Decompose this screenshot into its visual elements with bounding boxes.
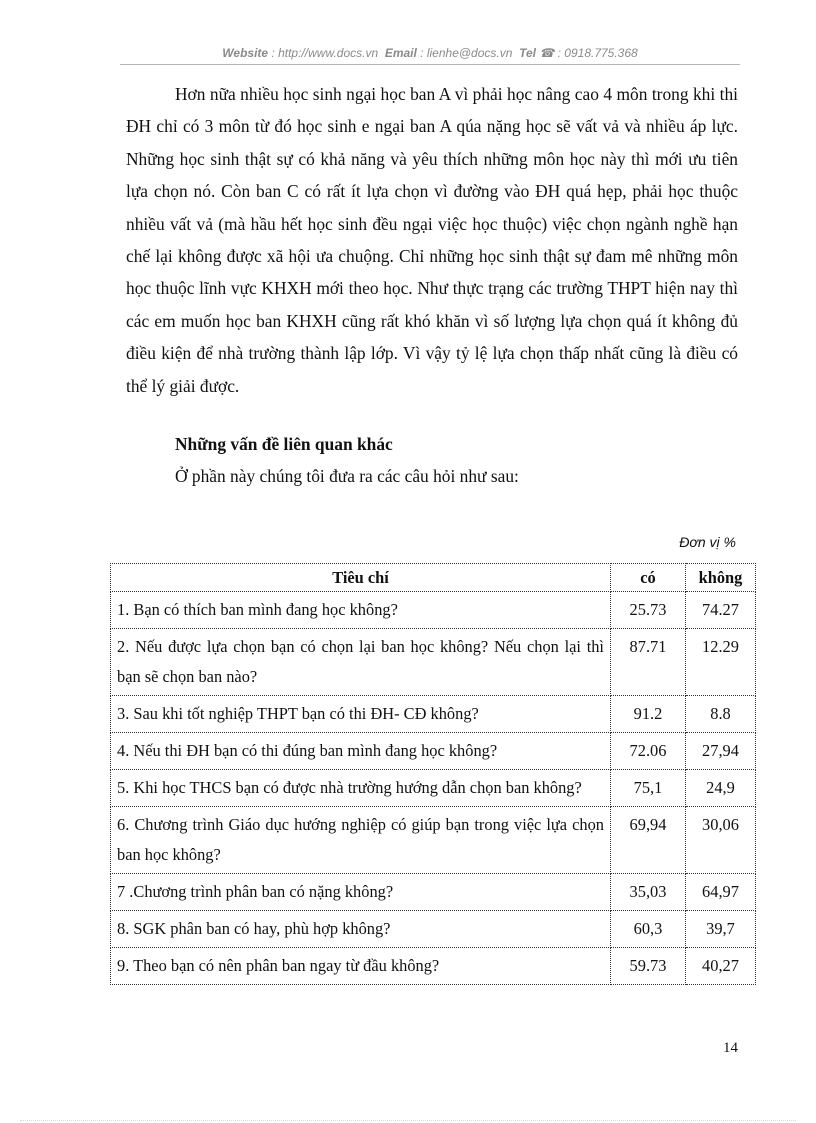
page-header	[120, 46, 740, 60]
cell-no: 8.8	[686, 696, 756, 733]
section-subheading: Những vấn đề liên quan khác	[175, 434, 393, 454]
cell-criteria: 8. SGK phân ban có hay, phù hợp không?	[111, 911, 611, 948]
table-row	[111, 733, 756, 770]
cell-criteria: 7 .Chương trình phân ban có nặng không?	[111, 874, 611, 911]
tel-label: Tel	[519, 46, 536, 60]
cell-yes: 60,3	[611, 911, 686, 948]
cell-no: 27,94	[686, 733, 756, 770]
table-row	[111, 696, 756, 733]
cell-criteria: 3. Sau khi tốt nghiệp THPT bạn có thi ĐH- CĐ không?	[111, 696, 611, 733]
cell-criteria: 4. Nếu thi ĐH bạn có thi đúng ban mình đang học không?	[111, 733, 611, 770]
website-value: : http://www.docs.vn	[271, 46, 379, 60]
cell-no: 30,06	[686, 807, 756, 874]
page-number: 14	[723, 1040, 738, 1056]
cell-yes: 87.71	[611, 629, 686, 696]
cell-criteria: 2. Nếu được lựa chọn bạn có chọn lại ban học không? Nếu chọn lại thì bạn sẽ chọn ban nào?	[111, 629, 611, 696]
cell-no: 40,27	[686, 948, 756, 985]
table-row	[111, 948, 756, 985]
cell-criteria: 6. Chương trình Giáo dục hướng nghiệp có giúp bạn trong việc lựa chọn ban học không?	[111, 807, 611, 874]
cell-criteria: 9. Theo bạn có nên phân ban ngay từ đầu không?	[111, 948, 611, 985]
table-row	[111, 874, 756, 911]
table-row	[111, 770, 756, 807]
cell-yes: 75,1	[611, 770, 686, 807]
cell-no: 64,97	[686, 874, 756, 911]
header-criteria: Tiêu chí	[111, 564, 611, 592]
table-row	[111, 807, 756, 874]
cell-yes: 72.06	[611, 733, 686, 770]
website-label: Website	[222, 46, 269, 60]
footer-divider	[20, 1120, 796, 1121]
cell-yes: 91.2	[611, 696, 686, 733]
email-value: : lienhe@docs.vn	[420, 46, 513, 60]
body-paragraph-1: Hơn nữa nhiều học sinh ngại học ban A vì phải học nâng cao 4 môn trong khi thi ĐH chỉ có 3 môn từ đó học sinh e ngại ban A qúa nặng học sẽ vất vả và nhiều áp lực. Những học sinh thật sự có khả năng và yêu thích những môn học này thì mới ưu tiên lựa chọn nó. Còn ban C có rất ít lựa chọn vì đường vào ĐH quá hẹp, phải học thuộc nhiều vất vả (mà hầu hết học sinh đều ngại việc học thuộc) việc chọn ngành nghề hạn chế lại không được xã hội ưa chuộng. Chỉ những học sinh thật sự đam mê những môn học thuộc lĩnh vực KHXH mới theo học. Như thực trạng các trường THPT hiện nay thì các em muốn học ban KHXH cũng rất khó khăn vì số lượng lựa chọn quá ít không đủ điều kiện để nhà trường thành lập lớp. Vì vậy tỷ lệ lựa chọn thấp nhất cũng là điều có thể lý giải được.	[126, 84, 738, 396]
table-row	[111, 592, 756, 629]
survey-table	[110, 563, 756, 985]
cell-criteria: 5. Khi học THCS bạn có được nhà trường hướng dẫn chọn ban không?	[111, 770, 611, 807]
cell-criteria: 1. Bạn có thích ban mình đang học không?	[111, 592, 611, 629]
table-unit-label: Đơn vị %	[679, 534, 736, 550]
cell-no: 39,7	[686, 911, 756, 948]
phone-icon: ☎	[539, 46, 555, 60]
cell-no: 24,9	[686, 770, 756, 807]
body-paragraph-2: Ở phần này chúng tôi đưa ra các câu hỏi như sau:	[175, 466, 519, 486]
cell-yes: 69,94	[611, 807, 686, 874]
header-no: không	[686, 564, 756, 592]
header-yes: có	[611, 564, 686, 592]
cell-yes: 25.73	[611, 592, 686, 629]
cell-no: 74.27	[686, 592, 756, 629]
cell-yes: 35,03	[611, 874, 686, 911]
email-label: Email	[384, 46, 417, 60]
table-row	[111, 629, 756, 696]
table-row	[111, 911, 756, 948]
header-divider	[120, 64, 740, 65]
cell-yes: 59.73	[611, 948, 686, 985]
cell-no: 12.29	[686, 629, 756, 696]
tel-value: : 0918.775.368	[557, 46, 638, 60]
table-header-row	[111, 564, 756, 592]
